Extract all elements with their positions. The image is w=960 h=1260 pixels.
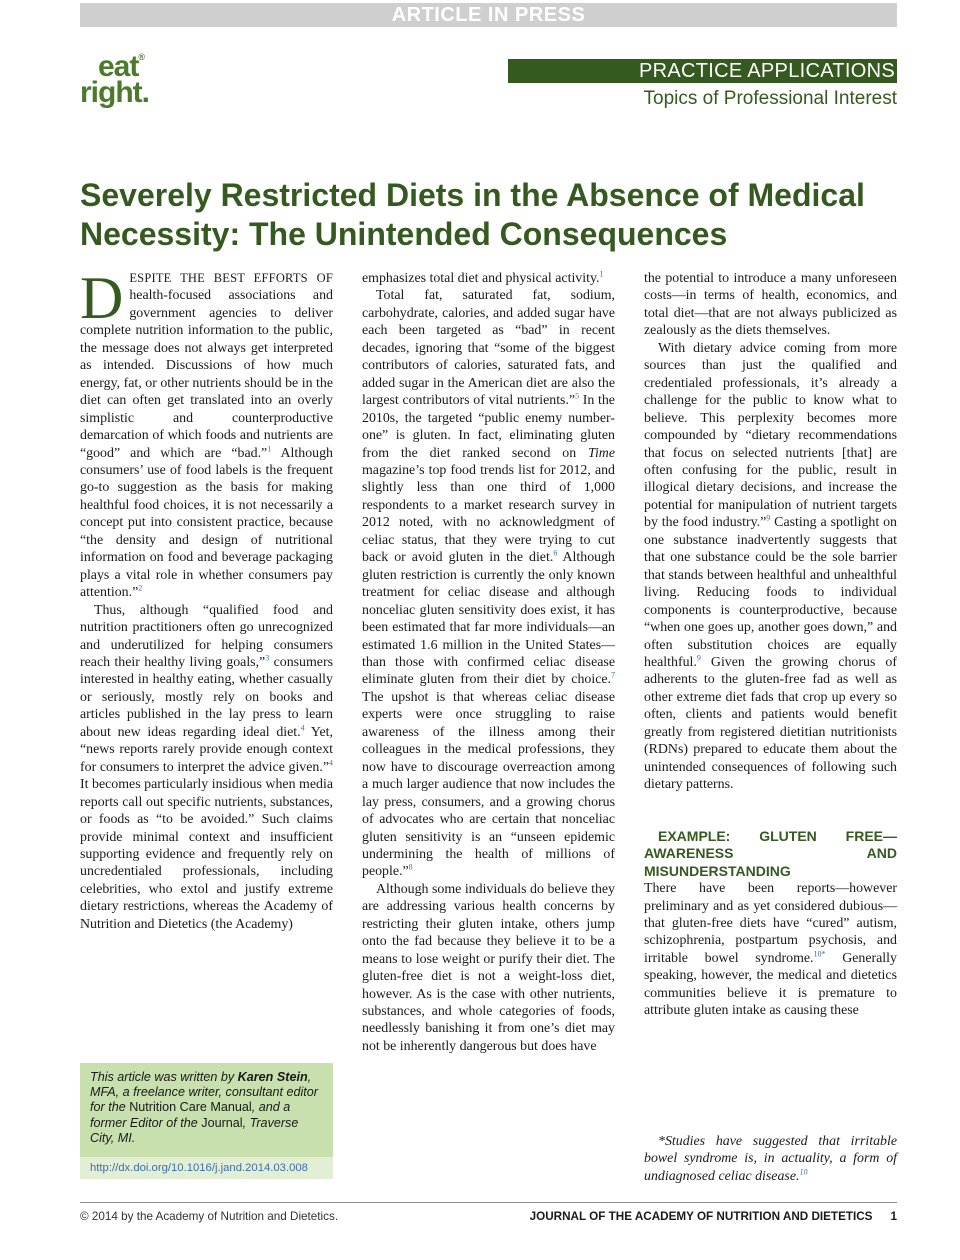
- footer-divider: [80, 1202, 897, 1203]
- text: Generally speaking, however, the medical and dietetics communities believe it is premature to attribute gluten intake as causing these: [644, 950, 897, 1019]
- text-column-1: [80, 265, 334, 933]
- paragraph: [644, 880, 897, 1020]
- subsection-label: Topics of Professional Interest: [643, 88, 897, 109]
- article-in-press-banner: ARTICLE IN PRESS: [80, 3, 897, 27]
- text: Casting a spotlight on one substance inadvertently suggests that that one substance could be the sole barrier that stands between healthful and unhealthful living. Reducing foods to individual components is counterproductive, because “when one goes up, another goes down,” and often substitution choices are equally healthful.: [644, 515, 897, 670]
- text: Thus, although “qualified food and nutrition practitioners often go unrecognized and underutilized for helping consumers reach their healthy living goals,”: [80, 602, 333, 670]
- citation-ref[interactable]: 9: [696, 653, 701, 663]
- citation-ref[interactable]: 6: [553, 548, 558, 558]
- section-heading: EXAMPLE: GLUTEN FREE—AWARENESS AND MISUNDERSTANDING: [644, 827, 897, 879]
- footnote: [644, 1133, 897, 1185]
- eatright-logo: [80, 50, 170, 114]
- citation-ref[interactable]: 4: [300, 723, 305, 733]
- citation-ref[interactable]: 7: [611, 670, 615, 680]
- paragraph: [644, 270, 897, 340]
- paragraph: [644, 340, 897, 794]
- text: It becomes particularly insidious when media reports call out specific nutrients, substances, or foods as “to be avoided.” Such claims provide minimal context and insufficient supporting evidence and frequently rely on uncredentialed professionals, including celebrities, who extol and justify extreme dietary restrictions, whereas the Academy of Nutrition and Dietetics (the Academy): [80, 777, 333, 932]
- paragraph: [80, 602, 333, 934]
- paragraph: [362, 270, 615, 287]
- citation-ref[interactable]: 8: [408, 862, 413, 872]
- text-column-3: [644, 270, 897, 1020]
- paragraph: [80, 265, 333, 602]
- copyright-notice: © 2014 by the Academy of Nutrition and Dietetics.: [80, 1210, 339, 1223]
- text-column-2: [362, 270, 615, 1055]
- text: emphasizes total diet and physical activity.: [362, 271, 600, 286]
- text: Given the growing chorus of adherents to the gluten-free fad as well as other extreme diet fads that crop up every so often, clients and patients would benefit greatly from registered dietitian nutritionists (RDNs) prepared to educate them about the unintended consequences of following such dietary patterns.: [644, 654, 897, 793]
- text: Total fat, saturated fat, sodium, carbohydrate, calories, and added sugar have each been targeted as “bad” in recent decades, ignoring that “some of the biggest contributors of calories, saturated fats, and added sugar in the American diet are also the largest contributors of vital nutrients.”: [362, 288, 615, 409]
- citation-ref[interactable]: 5: [575, 391, 580, 401]
- page-number: 1: [890, 1210, 897, 1223]
- text: , MFA, a freelance writer, consultant editor for the: [90, 1070, 318, 1115]
- text: In the 2010s, the targeted “public enemy number-one” is gluten. In fact, eliminating gluten from the diet ranked second on: [362, 393, 615, 461]
- citation-ref[interactable]: 2: [138, 583, 143, 593]
- citation-ref[interactable]: 10*: [813, 949, 826, 959]
- text: The upshot is that whereas celiac disease experts were once struggling to raise awareness of the illness among their colleagues in the medical professions, they now have to discourage overreaction among a much larger audience that now includes the lay press, consumers, and a growing chorus of advocates who are certain that nonceliac gluten sensitivity is an “unseen epidemic undermining the health of millions of people.”: [362, 689, 615, 880]
- magazine-name: Time: [587, 445, 615, 461]
- text: Although consumers’ use of food labels is the frequent go-to suggestion as the basis for making healthful food choices, it is not necessarily a concept put into consistent practice, because “the density and design of nutritional information on food and beverage packaging plays a vital role in whether consumers pay attention.”: [80, 445, 333, 601]
- text: This article was written by: [90, 1070, 238, 1084]
- text: Although gluten restriction is currently the only known treatment for celiac disease and although nonceliac gluten sensitivity does exist, it has been estimated that far more individuals—an estimated 1.6 million in the United States—than those with confirmed celiac disease eliminate gluten from their diet by choice.: [362, 550, 615, 688]
- text: Although some individuals do believe they are addressing various health concerns by restricting their gluten intake, others jump onto the fad because they believe it to be a means to lose weight or purify their diet. The gluten-free diet is not a weight-loss diet, however. As is the case with other nutrients, substances, and whole categories of foods, needlessly banishing it from one’s diet may not be inherently dangerous but does have: [362, 881, 615, 1054]
- text: Yet, “news reports rarely provide enough context for consumers to interpret the advice given.”: [80, 724, 333, 775]
- text: , and a former Editor of the: [90, 1100, 291, 1130]
- paragraph: [362, 287, 615, 880]
- logo-registered-mark: ®: [138, 52, 144, 62]
- publication-name: Journal: [201, 1115, 243, 1130]
- footer-journal: [530, 1210, 897, 1223]
- journal-name: JOURNAL OF THE ACADEMY OF NUTRITION AND DIETETICS: [529, 1210, 873, 1223]
- drop-cap: D: [80, 265, 124, 331]
- section-label: PRACTICE APPLICATIONS: [508, 59, 897, 83]
- logo-line2: right.: [80, 75, 149, 109]
- citation-ref[interactable]: 1: [267, 443, 272, 453]
- doi-link[interactable]: http://dx.doi.org/10.1016/j.jand.2014.03.008: [80, 1157, 333, 1179]
- article-title: Severely Restricted Diets in the Absence of Medical Necessity: The Unintended Consequences: [80, 177, 865, 252]
- text: health-focused associations and government agencies to deliver complete nutrition information to the public, the message does not always get interpreted as intended. Discussions of how much energy, fat, or other nutrients should be in the diet can often get translated into an overly simplistic and counterproductive demarcation of which foods and nutrients are “good” and which are “bad.”: [80, 288, 333, 461]
- footnote-text: *Studies have suggested that irritable bowel syndrome is, in actuality, a form of undiagnosed celiac disease.: [644, 1134, 897, 1184]
- author-name: Karen Stein: [237, 1070, 308, 1084]
- text: magazine’s top food trends list for 2012, and slightly less than one third of 1,000 respondents to a market research survey in 2012 noted, with no acknowledgment of celiac status, that they were trying to cut back or avoid gluten in the diet.: [362, 462, 615, 566]
- citation-ref[interactable]: 9: [766, 513, 771, 523]
- text: With dietary advice coming from more sources than just the qualified and credentialed professionals, it’s already a challenge for the public to know what to believe. This perplexity becomes more compounded by “dietary recommendations that focus on selected nutrients [that] are often confusing for the public, result in illogical dietary decisions, and increase the potential for manipulation of nutrient targets by the food industry.”: [644, 340, 897, 531]
- text: the potential to introduce a many unforeseen costs—in terms of health, economics, and total diet—that are not always publicized as zealously as the diets themselves.: [644, 271, 897, 339]
- publication-name: Nutrition Care Manual: [129, 1100, 252, 1115]
- author-info-box: [80, 1063, 333, 1157]
- logo-line1: eat: [98, 50, 139, 83]
- citation-ref[interactable]: 1: [599, 269, 604, 279]
- text: There have been reports—however preliminary and as yet considered dubious—that gluten-free diets have “cured” autism, schizophrenia, postpartum psychosis, and irritable bowel syndrome.: [644, 881, 897, 966]
- citation-ref[interactable]: 3: [265, 653, 270, 663]
- lead-small-caps: ESPITE THE BEST EFFORTS OF: [129, 271, 333, 285]
- paragraph: [362, 881, 615, 1056]
- citation-ref[interactable]: 4: [329, 758, 333, 768]
- text: , Traverse City, MI.: [90, 1115, 299, 1145]
- citation-ref[interactable]: 10: [799, 1167, 808, 1177]
- text: consumers interested in healthy eating, whether casually or seriously, mostly rely on books and articles published in the lay press to learn about new ideas regarding ideal diet.: [80, 654, 334, 740]
